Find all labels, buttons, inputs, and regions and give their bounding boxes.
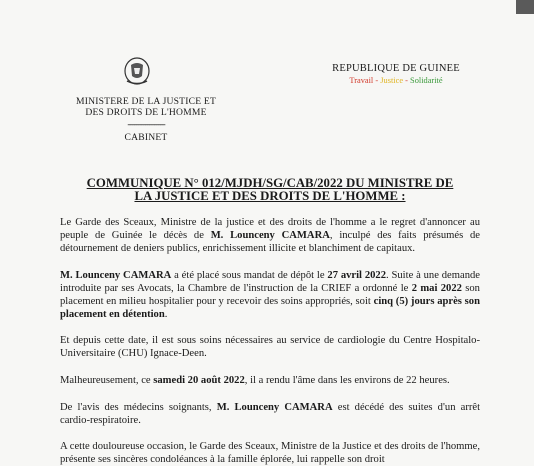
text: est décédé des suites d'un arrêt cardio-respiratoire. xyxy=(60,402,481,426)
text: Malheureusement, ce xyxy=(60,375,154,386)
title-line-2: LA JUSTICE ET DES DROITS DE L'HOMME : xyxy=(134,189,406,203)
name-bold: M. Lounceny CAMARA xyxy=(60,270,172,281)
divider-dashes: ----------------- xyxy=(127,119,165,130)
motto-solidarite: Solidarité xyxy=(410,76,443,85)
motto-separator: - xyxy=(403,76,411,85)
title-line-1: COMMUNIQUE N° 012/MJDH/SG/CAB/2022 DU MINISTRE DE xyxy=(86,176,454,190)
text: De l'avis des médecins soignants, xyxy=(60,402,217,413)
paragraph-announcement xyxy=(60,216,480,255)
motto-justice: Justice xyxy=(380,76,404,85)
motto-travail: Travail xyxy=(349,76,374,85)
date-bold: 27 avril 2022 xyxy=(327,270,387,281)
paragraph-condolences: A cette douloureuse occasion, le Garde des Sceaux, Ministre de la Justice et des droits de l'homme, présente ses sincères condoléances à la famille éplorée, lui rappelle son droit xyxy=(60,441,480,465)
paragraph-cause xyxy=(60,401,480,427)
paragraph-death xyxy=(60,374,480,387)
republic-header xyxy=(326,63,466,85)
paragraph-detention xyxy=(60,269,480,321)
name-bold: M. Lounceny CAMARA xyxy=(216,402,333,413)
text: , il a rendu l'âme dans les environs de 22 heures. xyxy=(244,375,450,386)
scan-corner xyxy=(516,0,534,14)
date-bold: 2 mai 2022 xyxy=(411,283,462,294)
communique-title xyxy=(60,177,480,203)
text: , inculpé des faits présumés de détournement de deniers publics, enrichissement illicite et blanchiment de capitaux. xyxy=(60,230,480,254)
ministry-header xyxy=(66,96,226,143)
date-bold: samedi 20 août 2022 xyxy=(153,375,245,386)
ministry-line-1: MINISTERE DE LA JUSTICE ET xyxy=(75,96,217,107)
cabinet-label: CABINET xyxy=(124,132,168,143)
paragraph-hospital: Et depuis cette date, il est sous soins nécessaires au service de cardiologie du Centre Hospitalo-Universitaire (CHU) Ignace-Deen. xyxy=(60,335,480,359)
ministry-line-2: DES DROITS DE L'HOMME xyxy=(85,107,207,118)
text: a été placé sous mandat de dépôt le xyxy=(171,270,328,281)
text: . xyxy=(164,309,168,320)
emphasis-bold: cinq (5) jours après son placement en détention xyxy=(60,296,480,320)
text: son placement en milieu hospitalier pour y recevoir des soins appropriés, soit xyxy=(60,283,480,307)
republic-name: REPUBLIQUE DE GUINEE xyxy=(332,63,460,74)
national-motto xyxy=(326,76,466,85)
text: Le Garde des Sceaux, Ministre de la justice et des droits de l'homme a le regret d'annoncer au peuple de Guinée le décès de xyxy=(60,217,480,241)
text: . Suite à une demande introduite par ses Avocats, la Chambre de l'instruction de la CRIEF a ordonné le xyxy=(60,270,480,294)
coat-of-arms-seal xyxy=(122,56,152,88)
motto-separator: - xyxy=(373,76,381,85)
name-bold: M. Lounceny CAMARA xyxy=(210,230,330,241)
